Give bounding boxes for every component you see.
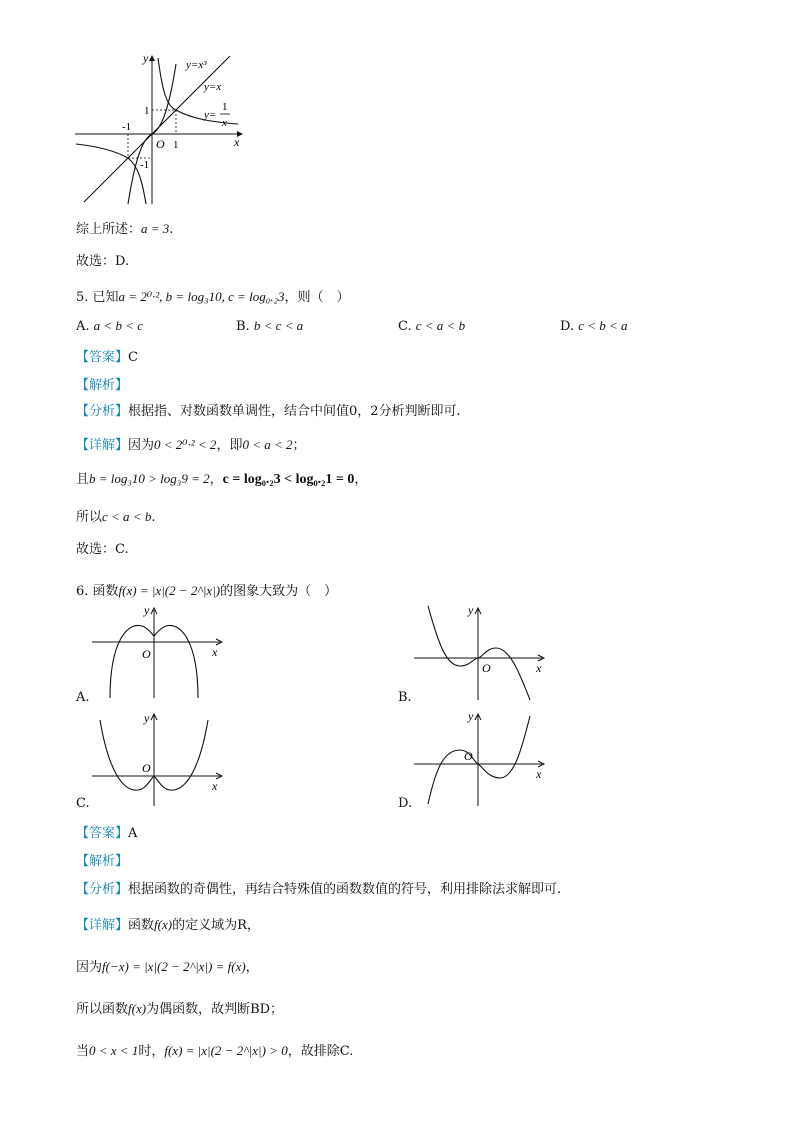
q6-option-c: C. [76, 796, 90, 811]
svg-text:y: y [468, 603, 474, 617]
q6-answer: 【答案】A [76, 826, 138, 841]
y-label: y [143, 51, 149, 65]
q6-graph-b [410, 602, 550, 702]
q6-option-a: A. [76, 690, 90, 705]
svg-text:y: y [144, 603, 150, 617]
q6-analysis-tag: 【解析】 [76, 854, 129, 869]
q6-option-d: D. [398, 796, 413, 811]
svg-text:y: y [144, 711, 150, 725]
q6-detail-4: 当0 < x < 1时，f(x) = |x|(2 − 2^|x|) > 0，故排除C. [76, 1043, 354, 1059]
summary-text: 综上所述： [76, 222, 142, 237]
label-cube: y=x³ [186, 59, 207, 71]
q5-detail-2: 且b = log₃10 > log₃9 = 2，c = log₀.₂3 < log₀.₂1 = 0， [76, 471, 368, 487]
q6-graph-a [88, 600, 228, 700]
q5-condition: a = 2⁰·², b = log₃10, c = log₀.₂3 [118, 289, 285, 304]
q5-option-d: D. c < b < a [560, 318, 628, 334]
q5-answer: 【答案】C [76, 350, 138, 365]
q5-option-c: C. c < a < b [398, 318, 466, 334]
svg-text:O: O [464, 749, 473, 763]
q5-option-b: B. b < c < a [236, 318, 304, 334]
q5-stem [76, 286, 350, 305]
q6-stem: 6. 函数f(x) = |x|(2 − 2^|x|)的图象大致为（ ） [76, 583, 338, 599]
svg-text:O: O [482, 661, 491, 675]
q6-detail-2: 因为f(−x) = |x|(2 − 2^|x|) = f(x)， [76, 959, 259, 975]
svg-text:O: O [142, 647, 151, 661]
label-reciprocal-den: x [222, 117, 227, 129]
choose-d: 故选：D. [76, 254, 130, 269]
q5-choose: 故选：C. [76, 542, 129, 557]
summary-end: . [169, 222, 174, 237]
tick-1-y: 1 [144, 105, 150, 117]
q6-graph-d [410, 708, 550, 808]
origin-label: O [156, 137, 165, 151]
q6-detail-1: 【详解】函数f(x)的定义域为R， [76, 917, 260, 933]
q5-detail-1: 【详解】因为0 < 2⁰·² < 2，即0 < a < 2； [76, 437, 306, 453]
q5-option-a: A. a < b < c [76, 318, 143, 334]
label-identity: y=x [204, 81, 222, 93]
q5-analysis-tag: 【解析】 [76, 378, 129, 393]
q6-option-b: B. [398, 690, 412, 705]
svg-text:x: x [212, 779, 218, 793]
svg-text:y: y [468, 709, 474, 723]
q5-suffix: ，则（ ） [284, 290, 350, 305]
svg-text:x: x [536, 661, 542, 675]
label-reciprocal-lhs: y= [204, 109, 217, 121]
svg-text:x: x [212, 645, 218, 659]
x-label: x [234, 135, 240, 149]
power-functions-graph [70, 48, 250, 208]
q5-detail-3: 所以c < a < b. [76, 509, 156, 525]
tick-neg1-x: -1 [122, 121, 132, 133]
summary-line [76, 218, 173, 237]
tick-1-x: 1 [173, 139, 179, 151]
q6-fenxi: 【分析】根据函数的奇偶性，再结合特殊值的函数数值的符号，利用排除法求解即可. [76, 882, 562, 897]
svg-text:O: O [142, 761, 151, 775]
label-reciprocal-num: 1 [222, 101, 228, 113]
q5-prefix: 5. 已知 [76, 290, 119, 305]
summary-math: a = 3 [141, 221, 170, 236]
curve-reciprocal-left [76, 144, 146, 204]
svg-text:x: x [536, 767, 542, 781]
q6-detail-3: 所以函数f(x)为偶函数，故判断BD； [76, 1001, 284, 1017]
q5-fenxi: 【分析】根据指、对数函数单调性，结合中间值0，2分析判断即可. [76, 404, 461, 419]
q6-graph-c [88, 708, 228, 808]
tick-neg1-y: -1 [140, 159, 150, 171]
